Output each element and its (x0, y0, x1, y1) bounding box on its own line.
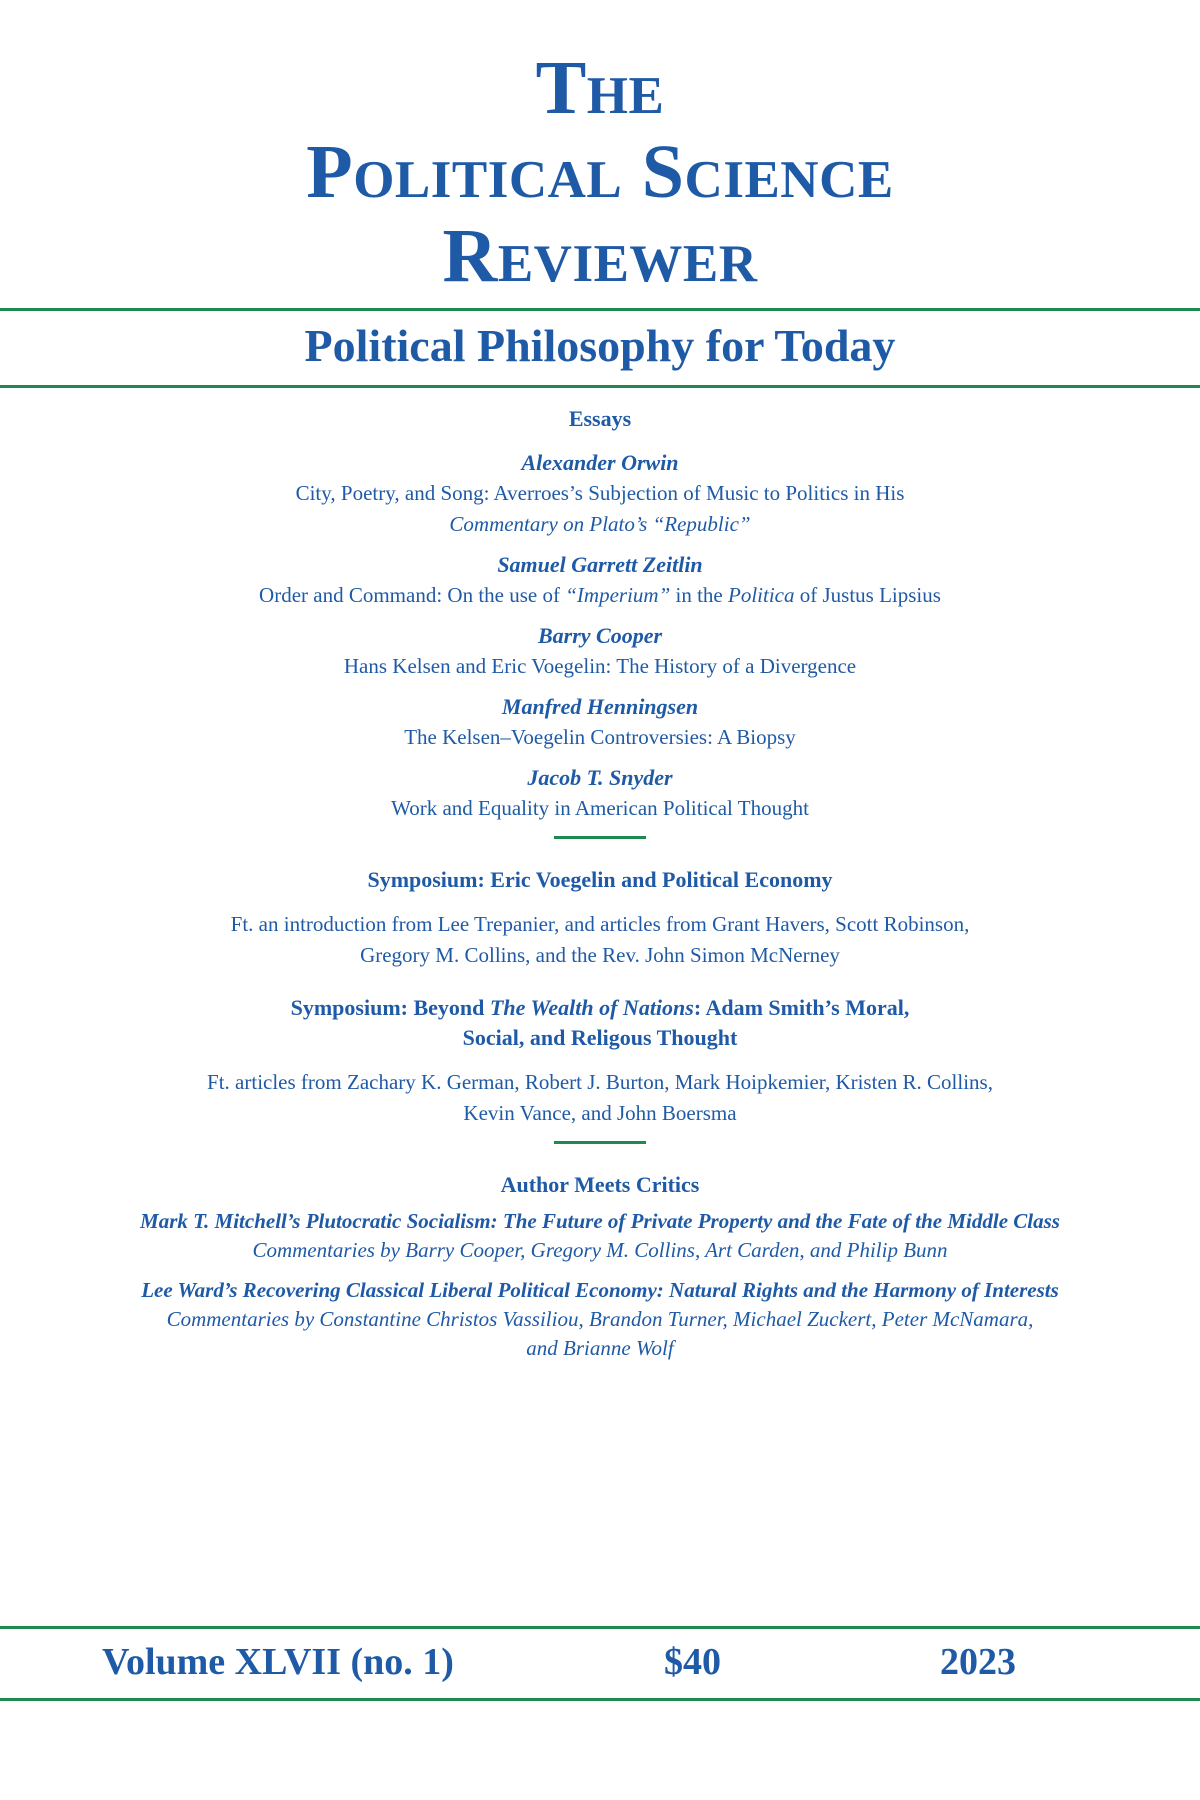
essay-author: Barry Cooper (537, 623, 663, 648)
essay-author: Jacob T. Snyder (527, 765, 673, 790)
section-divider (554, 836, 646, 839)
essay-entry (0, 621, 1200, 682)
essay-author: Alexander Orwin (521, 450, 679, 475)
essay-author: Manfred Henningsen (501, 694, 699, 719)
amc-book-title: Mark T. Mitchell’s Plutocratic Socialism: The Future of Private Property and the Fate of the Middle Class (140, 1209, 1060, 1233)
symposium-heading (0, 993, 1200, 1023)
amc-entry (0, 1275, 1200, 1363)
title-line-1: The (535, 46, 665, 130)
essay-title: Work and Equality in American Political Thought (391, 796, 809, 820)
symposium-heading-part: Symposium: Beyond (290, 995, 490, 1020)
journal-title (0, 46, 1200, 298)
essay-title: Hans Kelsen and Eric Voegelin: The History of a Divergence (343, 654, 857, 678)
essays-heading: Essays (568, 406, 632, 431)
symposium-heading-line-2: Social, and Religous Thought (462, 1025, 738, 1050)
bottom-rule-upper (0, 1626, 1200, 1629)
amc-commentary: Commentaries by Barry Cooper, Gregory M. Collins, Art Carden, and Philip Bunn (252, 1238, 948, 1262)
essay-title-part: “Imperium” (565, 583, 671, 607)
volume-number: Volume XLVII (no. 1) (102, 1641, 454, 1683)
essay-entry (0, 448, 1200, 540)
journal-subtitle: Political Philosophy for Today (304, 320, 896, 371)
essay-entry (0, 550, 1200, 611)
symposium-desc-line-2: Kevin Vance, and John Boersma (463, 1101, 737, 1125)
section-divider (554, 1141, 646, 1144)
symposium-desc-line-1: Ft. an introduction from Lee Trepanier, and articles from Grant Havers, Scott Robinson, (230, 912, 970, 936)
essay-title-part: of Justus Lipsius (794, 583, 941, 607)
essay-title-line-1: City, Poetry, and Song: Averroes’s Subjection of Music to Politics in His (295, 481, 905, 505)
essay-author: Samuel Garrett Zeitlin (497, 552, 703, 577)
essay-entry (0, 763, 1200, 824)
essay-title-part: in the (670, 583, 728, 607)
essay-title (0, 580, 1200, 611)
essay-title-line-2: Commentary on Plato’s “Republic” (449, 512, 751, 536)
top-rule-lower (0, 385, 1200, 388)
author-meets-critics-heading: Author Meets Critics (500, 1172, 700, 1197)
essay-title-part: Politica (728, 583, 795, 607)
amc-commentary-line-2: and Brianne Wolf (526, 1336, 674, 1360)
symposium-heading-part: : Adam Smith’s Moral, (693, 995, 910, 1020)
symposium-desc-line-2: Gregory M. Collins, and the Rev. John Simon McNerney (360, 943, 840, 967)
bottom-rule-lower (0, 1698, 1200, 1701)
amc-commentary-line-1: Commentaries by Constantine Christos Vassiliou, Brandon Turner, Michael Zuckert, Peter McNamara, (166, 1307, 1034, 1331)
price: $40 (664, 1641, 721, 1683)
year: 2023 (940, 1641, 1016, 1683)
essay-title-part: Order and Command: On the use of (259, 583, 566, 607)
essay-entry (0, 692, 1200, 753)
title-line-2: Political Science (306, 130, 894, 214)
symposium-heading-part: The Wealth of Nations (489, 995, 694, 1020)
title-line-3: Reviewer (442, 214, 758, 298)
essay-title: The Kelsen–Voegelin Controversies: A Biopsy (404, 725, 796, 749)
top-rule-upper (0, 308, 1200, 311)
table-of-contents (0, 404, 1200, 1373)
symposium-desc-line-1: Ft. articles from Zachary K. German, Robert J. Burton, Mark Hoipkemier, Kristen R. Collins, (207, 1070, 993, 1094)
amc-entry (0, 1206, 1200, 1265)
symposium-heading: Symposium: Eric Voegelin and Political Economy (367, 867, 833, 892)
amc-book-title: Lee Ward’s Recovering Classical Liberal Political Economy: Natural Rights and the Harmony of Interests (141, 1278, 1059, 1302)
